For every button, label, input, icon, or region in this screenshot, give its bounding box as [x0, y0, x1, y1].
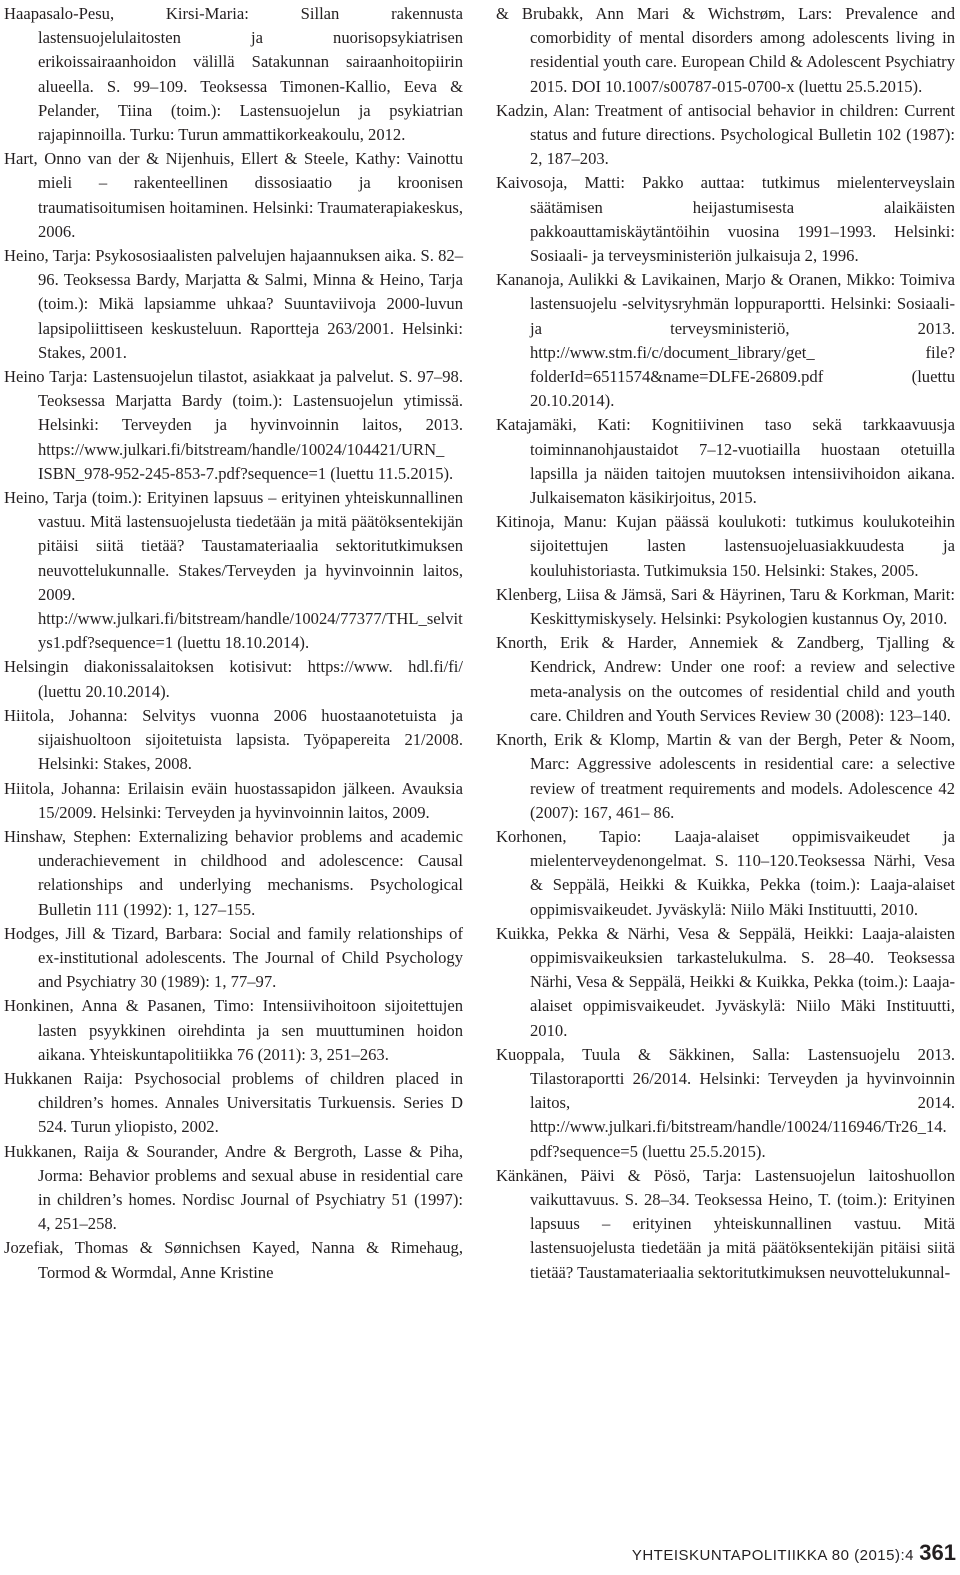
reference-entry: Hiitola, Johanna: Selvitys vuonna 2006 huostaanotetuista ja sijaishuoltoon sijoitetuista lapsista. Työpapereita 21/2008. Helsinki: Stakes, 2008. [4, 705, 463, 774]
reference-entry: Kaivosoja, Matti: Pakko auttaa: tutkimus mielenterveyslain säätämisen heijastumisesta alaikäisten pakkoauttamiskäytäntöihin vuosina 1991–1993. Helsinki: Sosiaali- ja terveysministeriön julkaisuja 2, 1996. [496, 173, 955, 266]
reference-entry: Heino Tarja: Lastensuojelun tilastot, asiakkaat ja palvelut. S. 97–98. Teoksessa Marjatta Bardy (toim.): Lastensuojelun ytimissä. Helsinki: Terveyden ja hyvinvoinnin laitos, 2013. https://www.julkari.fi/bitstream/handle/10024/104421/URN_ ISBN_978-952-245-853-7.pdf?sequence=1 (luettu 11.5.2015). [4, 367, 463, 483]
reference-entry: Kuoppala, Tuula & Säkkinen, Salla: Lastensuojelu 2013. Tilastoraportti 26/2014. Helsinki: Terveyden ja hyvinvoinnin laitos, 2014. http://www.julkari.fi/bitstream/handle/10024/116946/Tr26_14. pdf?sequence=5 (luettu 25.5.2015). [496, 1044, 955, 1161]
reference-entry: Hart, Onno van der & Nijenhuis, Ellert & Steele, Kathy: Vainottu mieli – rakenteellinen dissosiaatio ja kroonisen traumatisoitumisen hoitaminen. Helsinki: Traumaterapiakeskus, 2006. [4, 149, 463, 241]
reference-entry: Heino, Tarja: Psykososiaalisten palvelujen hajaannuksen aika. S. 82–96. Teoksessa Bardy, Marjatta & Salmi, Minna & Heino, Tarja (toim.): Mikä lapsiamme uhkaa? Suuntaviivoja 2000-luvun lapsipoliittiseen keskusteluun. Raportteja 263/2001. Helsinki: Stakes, 2001. [4, 246, 463, 362]
reference-entry: Hukkanen Raija: Psychosocial problems of children placed in children’s homes. Annales Universitatis Turkuensis. Series D 524. Turun yliopisto, 2002. [4, 1068, 463, 1137]
reference-entry: Kuikka, Pekka & Närhi, Vesa & Seppälä, Heikki: Laaja-alaisten oppimisvaikeuksien tarkastelukulma. S. 28–40. Teoksessa Närhi, Vesa & Seppälä, Heikki & Kuikka, Pekka (toim.): Laaja-alaiset oppimisvaikeudet. Jyväskylä: Niilo Mäki Instituutti, 2010. [496, 923, 955, 1040]
reference-entry: Hiitola, Johanna: Erilaisin eväin huostassapidon jälkeen. Avauksia 15/2009. Helsinki: Terveyden ja hyvinvoinnin laitos, 2009. [4, 778, 463, 822]
reference-entry: Hodges, Jill & Tizard, Barbara: Social and family relationships of ex-institutional adolescents. The Journal of Child Psychology and Psychiatry 30 (1989): 1, 77–97. [4, 923, 463, 992]
reference-entry: Haapasalo-Pesu, Kirsi-Maria: Sillan rakennusta lastensuojelulaitosten ja nuorisopsykiatrisen erikoissairaanhoidon välillä Satakunnan sairaanhoitopiirin alueella. S. 99–109. Teoksessa Timonen-Kallio, Eeva & Pelander, Tiina (toim.): Lastensuojelun ja psykiatrian rajapinnoilla. Turku: Turun ammattikorkeakoulu, 2012. [4, 4, 463, 145]
page-footer [560, 1540, 960, 1570]
reference-entry: Hukkanen, Raija & Sourander, Andre & Bergroth, Lasse & Piha, Jorma: Behavior problems and sexual abuse in residential care in children’s homes. Nordisc Journal of Psychiatry 51 (1997): 4, 251–258. [4, 1141, 463, 1234]
reference-column-left [4, 2, 463, 1285]
footer-journal-title: YHTEISKUNTAPOLITIIKKA 80 (2015):4 [631, 1547, 914, 1564]
reference-entry: Honkinen, Anna & Pasanen, Timo: Intensiivihoitoon sijoitettujen lasten psyykkinen oirehdinta ja sen muuttuminen hoidon aikana. Yhteiskuntapolitiikka 76 (2011): 3, 251–263. [4, 996, 463, 1064]
reference-entry: Hinshaw, Stephen: Externalizing behavior problems and academic underachievement in childhood and adolescence: Causal relationships and underlying mechanisms. Psychological Bulletin 111 (1992): 1, 127–155. [4, 826, 463, 919]
reference-entry: Knorth, Erik & Harder, Annemiek & Zandberg, Tjalling & Kendrick, Andrew: Under one roof: a review and selective meta-analysis on the outcomes of residential child and youth care. Children and Youth Services Review 30 (2008): 123–140. [496, 633, 955, 725]
reference-entry: Känkänen, Päivi & Pösö, Tarja: Lastensuojelun laitoshuollon vaikuttavuus. S. 28–34. Teoksessa Heino, T. (toim.): Erityinen lapsuus – erityinen yhteiskunnallinen vastuu. Mitä lastensuojelusta tiedetään ja mitä päätöksentekijän pitäisi siitä tietää? Taustamateriaalia sektoritutkimuksen neuvottelukunnal- [496, 1165, 955, 1282]
reference-entry: & Brubakk, Ann Mari & Wichstrøm, Lars: Prevalence and comorbidity of mental disorders among adolescents living in residential youth care. European Child & Adolescent Psychiatry 2015. DOI 10.1007/s00787-015-0700-x (luettu 25.5.2015). [496, 4, 955, 96]
reference-entry: Helsingin diakonissalaitoksen kotisivut: https://www. hdl.fi/fi/ (luettu 20.10.2014). [4, 657, 463, 701]
reference-entry: Kitinoja, Manu: Kujan päässä koulukoti: tutkimus koulukoteihin sijoitettujen lasten lastensuojeluasiakkuudesta ja kouluhistoriasta. Tutkimuksia 150. Helsinki: Stakes, 2005. [496, 512, 955, 580]
reference-entry: Jozefiak, Thomas & Sønnichsen Kayed, Nanna & Rimehaug, Tormod & Wormdal, Anne Kristine [4, 1238, 463, 1282]
reference-entry: Knorth, Erik & Klomp, Martin & van der Bergh, Peter & Noom, Marc: Aggressive adolescents in residential care: a selective review of treatment requirements and models. Adolescence 42 (2007): 167, 461– 86. [496, 730, 955, 822]
page-number: 361 [919, 1540, 956, 1565]
reference-entry: Heino, Tarja (toim.): Erityinen lapsuus – erityinen yhteiskunnallinen vastuu. Mitä lastensuojelusta tiedetään ja mitä päätöksentekijän pitäisi siitä tietää? Taustamateriaalia sektoritutkimuksen neuvottelukunnalle. Stakes/Terveyden ja hyvinvoinnin laitos, 2009. http://www.julkari.fi/bitstream/handle/10024/77377/THL_selvitys1.pdf?sequence=1 (luettu 18.10.2014). [4, 488, 463, 653]
reference-entry: Katajamäki, Kati: Kognitiivinen taso sekä tarkkaavuusja toiminnanohjaustaidot 7–12-vuotiailla huostaan otetuilla lapsilla ja näiden taitojen muutoksen intensiivihoidon aikana. Julkaisematon käsikirjoitus, 2015. [496, 415, 955, 508]
reference-entry: Kananoja, Aulikki & Lavikainen, Marjo & Oranen, Mikko: Toimiva lastensuojelu -selvitysryhmän loppuraportti. Helsinki: Sosiaali- ja terveysministeriö, 2013. http://www.stm.fi/c/document_library/get_ file?folderId=6511574&name=DLFE-26809.pdf (luettu 20.10.2014). [496, 270, 955, 411]
reference-entry: Kadzin, Alan: Treatment of antisocial behavior in children: Current status and future directions. Psychological Bulletin 102 (1987): 2, 187–203. [496, 100, 955, 169]
reference-entry: Korhonen, Tapio: Laaja-alaiset oppimisvaikeudet ja mielenterveydenongelmat. S. 110–120.Teoksessa Närhi, Vesa & Seppälä, Heikki & Kuikka, Pekka (toim.): Laaja-alaiset oppimisvaikeudet. Jyväskylä: Niilo Mäki Instituutti, 2010. [496, 826, 955, 919]
reference-column-right [496, 2, 955, 1285]
reference-entry: Klenberg, Liisa & Jämsä, Sari & Häyrinen, Taru & Korkman, Marit: Keskittymiskysely. Helsinki: Psykologien kustannus Oy, 2010. [496, 584, 955, 629]
